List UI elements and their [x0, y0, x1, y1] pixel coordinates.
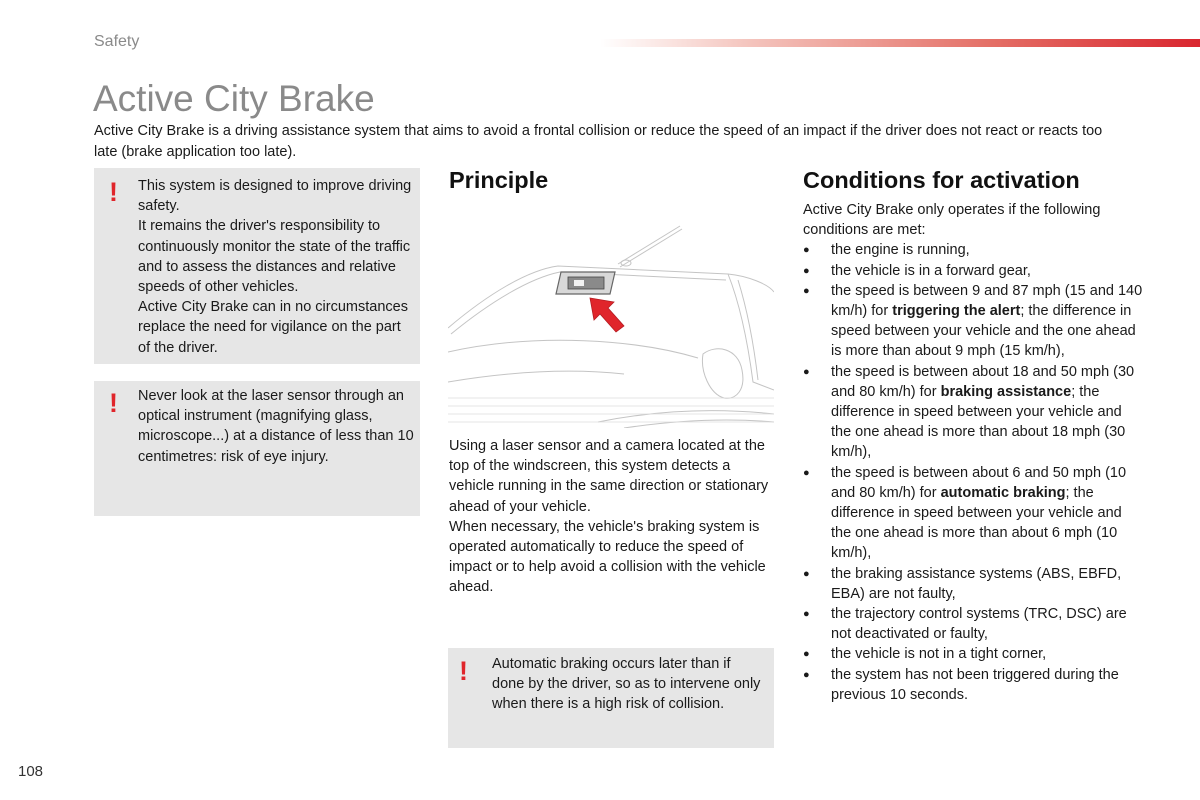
warning-text: [138, 176, 414, 358]
warning-paragraph: This system is designed to improve driving safety.: [138, 178, 412, 215]
condition-highlight: triggering the alert: [892, 303, 1021, 320]
principle-paragraph: Using a laser sensor and a camera located at the top of the windscreen, this system detects a vehicle running in the same direction or stationary ahead of your vehicle.: [449, 438, 769, 515]
bullet-icon: ●: [803, 264, 810, 277]
warning-paragraph: Automatic braking occurs later than if done by the driver, so as to intervene only when there is a high risk of collision.: [492, 656, 761, 713]
warning-box-driver-responsibility: [94, 168, 420, 364]
warning-box-automatic-braking: [448, 648, 774, 748]
exclamation-warning-icon: !: [459, 656, 468, 686]
condition-item: [803, 281, 1143, 362]
condition-text: the speed is between about 18 and 50 mph (30 and 80 km/h) for: [831, 363, 1135, 400]
warning-paragraph: Active City Brake can in no circumstances replace the need for vigilance on the part of the driver.: [138, 299, 408, 356]
warning-text: [492, 654, 762, 715]
condition-item: [803, 564, 1143, 604]
bullet-icon: ●: [803, 284, 810, 297]
windscreen-sensor-illustration: [448, 222, 774, 428]
warning-paragraph: It remains the driver's responsibility to continuously monitor the state of the traffic and to assess the distances and relative speeds of other vehicles.: [138, 218, 411, 296]
conditions-list: [803, 240, 1143, 705]
intro-text: Active City Brake is a driving assistance system that aims to avoid a frontal collision or reduce the speed of an impact if the driver does not react or reacts too late (brake application too late).: [94, 123, 1103, 160]
condition-item: [803, 240, 1143, 260]
conditions-list-block: [803, 200, 1143, 705]
principle-paragraph: When necessary, the vehicle's braking system is operated automatically to reduce the speed of impact or to help avoid a collision with the vehicle ahead.: [449, 518, 766, 596]
intro-paragraph: [94, 121, 1114, 162]
condition-text: the engine is running,: [831, 242, 970, 259]
bullet-icon: ●: [803, 567, 810, 580]
bullet-icon: ●: [803, 466, 810, 479]
condition-highlight: automatic braking: [940, 484, 1066, 501]
condition-item: [803, 644, 1143, 664]
exclamation-warning-icon: !: [109, 388, 118, 418]
exclamation-warning-icon: !: [109, 177, 118, 207]
bullet-icon: ●: [803, 648, 810, 661]
header-accent-bar: [600, 39, 1200, 47]
warning-paragraph: Never look at the laser sensor through an optical instrument (magnifying glass, microscope...) at a distance of less than 10 centimetres: risk of eye injury.: [138, 388, 414, 465]
condition-text-continued: ; the difference in speed between your vehicle and the one ahead is more than about 6 mph (10 km/h),: [831, 484, 1122, 562]
condition-text: the speed is between about 6 and 50 mph (10 and 80 km/h) for: [831, 464, 1127, 501]
bullet-icon: ●: [803, 668, 810, 681]
principle-description: [449, 436, 774, 598]
laser-sensor-icon: [556, 272, 615, 294]
page-title: Active City Brake: [93, 78, 375, 119]
condition-item: [803, 261, 1143, 281]
warning-box-laser-eye-injury: [94, 381, 420, 516]
bullet-icon: ●: [803, 608, 810, 621]
warning-text: [138, 386, 418, 467]
condition-highlight: braking assistance: [940, 383, 1072, 400]
condition-item: [803, 463, 1143, 564]
condition-text: the speed is between 9 and 87 mph (15 and 140 km/h) for: [831, 282, 1143, 320]
conditions-heading: Conditions for activation: [803, 167, 1080, 193]
condition-text: the system has not been triggered during the previous 10 seconds.: [831, 666, 1119, 703]
condition-item: [803, 665, 1143, 705]
condition-text: the braking assistance systems (ABS, EBFD, EBA) are not faulty,: [831, 565, 1122, 602]
red-pointer-arrow-icon: [590, 298, 624, 332]
condition-text-continued: ; the difference in speed between your vehicle and the one ahead is more than about 9 mph (15 km/h),: [831, 303, 1136, 360]
condition-item: [803, 604, 1143, 644]
condition-text-continued: ; the difference in speed between your vehicle and the one ahead is more than about 18 mph (30 km/h),: [831, 383, 1126, 461]
principle-heading: Principle: [449, 167, 549, 193]
condition-text: the vehicle is in a forward gear,: [831, 262, 1031, 279]
page-number: 108: [18, 763, 44, 780]
section-label: Safety: [94, 33, 140, 50]
condition-text: the vehicle is not in a tight corner,: [831, 646, 1047, 663]
condition-text: the trajectory control systems (TRC, DSC) are not deactivated or faulty,: [831, 606, 1127, 643]
condition-item: [803, 362, 1143, 463]
bullet-icon: ●: [803, 244, 810, 257]
conditions-intro: Active City Brake only operates if the following conditions are met:: [803, 202, 1101, 239]
bullet-icon: ●: [803, 365, 810, 378]
